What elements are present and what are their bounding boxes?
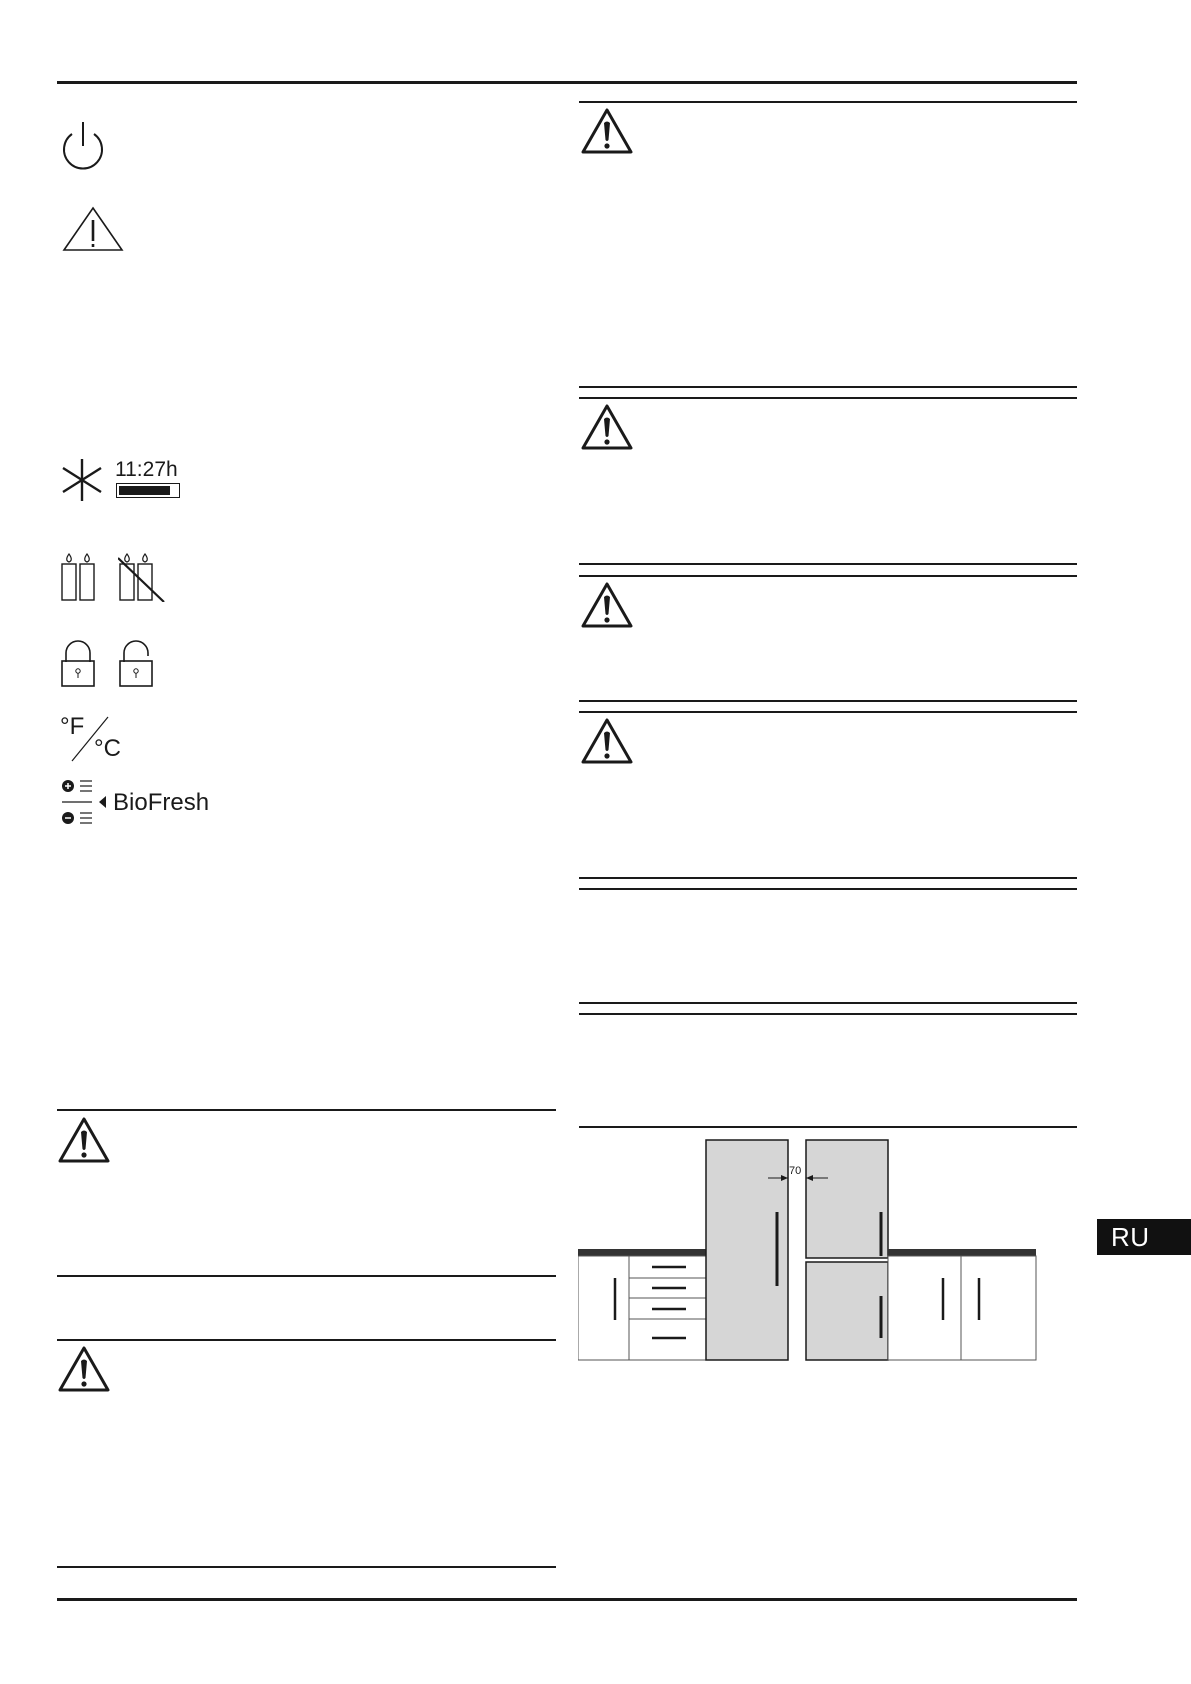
candles-off-icon (118, 550, 168, 602)
right-rule-5b (579, 888, 1077, 890)
snowflake-icon (60, 457, 104, 503)
warning-icon (580, 107, 634, 155)
right-rule-1 (579, 101, 1077, 103)
left-rule-4 (57, 1566, 556, 1568)
bottom-rule (57, 1598, 1077, 1601)
warning-icon (57, 1116, 111, 1164)
warning-icon (580, 403, 634, 451)
celsius-label: °C (94, 735, 121, 762)
right-rule-5a (579, 877, 1077, 879)
right-rule-6a (579, 1002, 1077, 1004)
right-rule-7 (579, 1126, 1077, 1128)
biofresh-label: BioFresh (113, 789, 210, 816)
language-badge: RU (1097, 1219, 1191, 1255)
warning-icon (62, 206, 124, 252)
fahrenheit-label: °F (60, 713, 85, 740)
warning-icon (580, 581, 634, 629)
right-rule-4a (579, 700, 1077, 702)
power-icon (58, 120, 108, 172)
gap-dimension-label: 70 (789, 1165, 802, 1177)
left-rule-1 (57, 1109, 556, 1111)
lock-closed-icon (60, 640, 96, 688)
warning-icon (580, 717, 634, 765)
unit-switch-symbol (60, 713, 130, 765)
warning-icon (57, 1345, 111, 1393)
installation-diagram (578, 1138, 1038, 1362)
biofresh-adjust-icon (60, 778, 108, 828)
timer-bar (116, 483, 180, 498)
supercool-time-label: 11:27h (115, 458, 178, 481)
left-rule-3 (57, 1339, 556, 1341)
right-rule-3a (579, 563, 1077, 565)
right-rule-3b (579, 575, 1077, 577)
top-rule (57, 81, 1077, 84)
left-rule-2 (57, 1275, 556, 1277)
right-rule-2a (579, 386, 1077, 388)
right-rule-4b (579, 711, 1077, 713)
candles-icon (60, 550, 100, 602)
lock-open-icon (118, 640, 154, 688)
right-rule-2b (579, 397, 1077, 399)
right-rule-6b (579, 1013, 1077, 1015)
